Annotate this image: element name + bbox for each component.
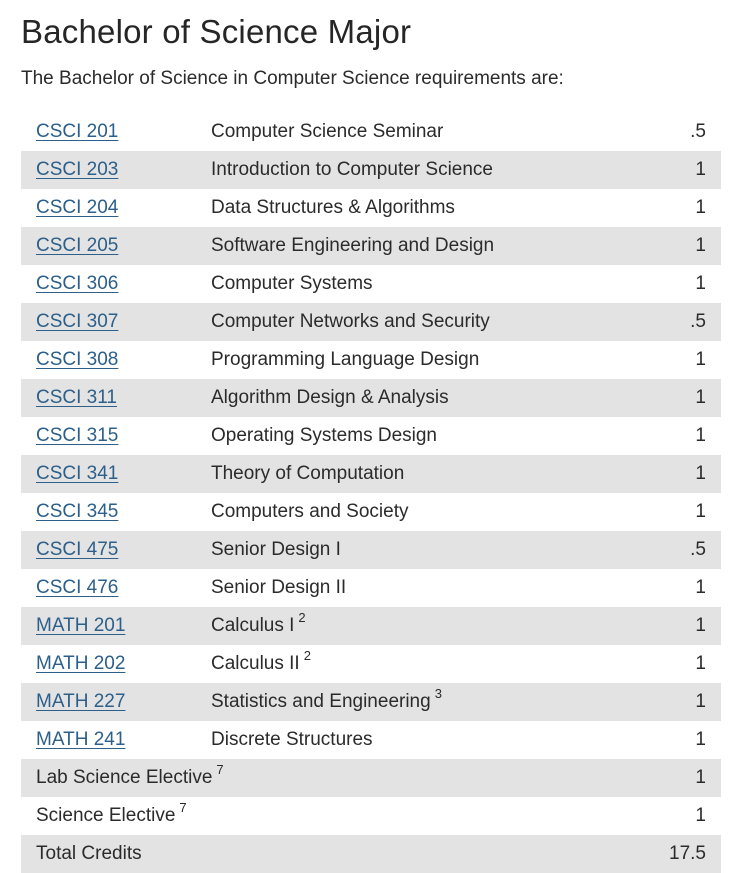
- course-credits: 1: [695, 235, 706, 256]
- course-credits: 1: [695, 273, 706, 294]
- elective-row: [21, 759, 721, 797]
- course-title: Programming Language Design: [211, 349, 480, 370]
- course-link-csci-475[interactable]: CSCI 475: [36, 539, 119, 560]
- course-link-math-241[interactable]: MATH 241: [36, 729, 126, 750]
- course-title: Software Engineering and Design: [211, 235, 495, 256]
- course-credits: 1: [695, 197, 706, 218]
- course-link-csci-308[interactable]: CSCI 308: [36, 349, 119, 370]
- course-link-csci-307[interactable]: CSCI 307: [36, 311, 119, 332]
- table-row: [21, 151, 721, 189]
- course-link-csci-345[interactable]: CSCI 345: [36, 501, 119, 522]
- elective-label: Science Elective: [36, 805, 176, 826]
- course-credits: .5: [690, 121, 706, 142]
- course-link-csci-306[interactable]: CSCI 306: [36, 273, 119, 294]
- table-row: [21, 531, 721, 569]
- course-credits: 1: [695, 159, 706, 180]
- course-link-csci-203[interactable]: CSCI 203: [36, 159, 119, 180]
- table-row: [21, 569, 721, 607]
- course-credits: 1: [695, 425, 706, 446]
- footnote-marker: 7: [216, 762, 224, 777]
- table-row: [21, 227, 721, 265]
- course-title: Computer Systems: [211, 273, 373, 294]
- course-title: Discrete Structures: [211, 729, 373, 750]
- course-link-csci-201[interactable]: CSCI 201: [36, 121, 119, 142]
- course-title: Senior Design I: [211, 539, 341, 560]
- course-link-csci-341[interactable]: CSCI 341: [36, 463, 119, 484]
- table-row: [21, 645, 721, 683]
- course-credits: 1: [695, 653, 706, 674]
- course-credits: .5: [690, 311, 706, 332]
- total-label: Total Credits: [36, 843, 142, 864]
- course-credits: 1: [695, 463, 706, 484]
- course-link-csci-204[interactable]: CSCI 204: [36, 197, 119, 218]
- total-credits: 17.5: [669, 843, 706, 864]
- course-title: Computer Networks and Security: [211, 311, 490, 332]
- footnote-marker: 2: [298, 610, 306, 625]
- table-row: [21, 683, 721, 721]
- table-row: [21, 493, 721, 531]
- course-link-math-201[interactable]: MATH 201: [36, 615, 126, 636]
- page-title: Bachelor of Science Major: [21, 13, 412, 50]
- elective-credits: 1: [695, 767, 706, 788]
- course-link-csci-311[interactable]: CSCI 311: [36, 387, 117, 408]
- footnote-marker: 3: [434, 686, 442, 701]
- course-credits: 1: [695, 501, 706, 522]
- elective-row: [21, 797, 721, 835]
- course-credits: 1: [695, 729, 706, 750]
- table-row: [21, 341, 721, 379]
- table-row: [21, 379, 721, 417]
- intro-text: The Bachelor of Science in Computer Science requirements are:: [21, 68, 564, 89]
- course-credits: 1: [695, 577, 706, 598]
- requirements-table: [21, 113, 721, 873]
- course-title: Calculus I: [211, 615, 295, 636]
- course-title: Computer Science Seminar: [211, 121, 444, 142]
- course-title: Theory of Computation: [211, 463, 405, 484]
- course-credits: 1: [695, 691, 706, 712]
- table-row: [21, 721, 721, 759]
- course-title: Algorithm Design & Analysis: [211, 387, 449, 408]
- course-link-csci-476[interactable]: CSCI 476: [36, 577, 119, 598]
- course-title: Calculus II: [211, 653, 300, 674]
- course-title: Computers and Society: [211, 501, 409, 522]
- course-credits: 1: [695, 349, 706, 370]
- elective-credits: 1: [695, 805, 706, 826]
- table-row: [21, 455, 721, 493]
- table-row: [21, 417, 721, 455]
- table-row: [21, 189, 721, 227]
- table-row: [21, 265, 721, 303]
- table-row: [21, 607, 721, 645]
- course-link-csci-205[interactable]: CSCI 205: [36, 235, 119, 256]
- footnote-marker: 2: [303, 648, 311, 663]
- course-credits: 1: [695, 387, 706, 408]
- course-title: Senior Design II: [211, 577, 347, 598]
- course-title: Statistics and Engineering: [211, 691, 431, 712]
- requirements-table-body: [21, 113, 721, 873]
- course-credits: 1: [695, 615, 706, 636]
- course-link-math-202[interactable]: MATH 202: [36, 653, 126, 674]
- course-title: Operating Systems Design: [211, 425, 437, 446]
- course-title: Data Structures & Algorithms: [211, 197, 455, 218]
- course-link-csci-315[interactable]: CSCI 315: [36, 425, 119, 446]
- total-row: [21, 835, 721, 873]
- footnote-marker: 7: [179, 800, 187, 815]
- course-credits: .5: [690, 539, 706, 560]
- table-row: [21, 303, 721, 341]
- course-link-math-227[interactable]: MATH 227: [36, 691, 126, 712]
- elective-label: Lab Science Elective: [36, 767, 213, 788]
- table-row: [21, 113, 721, 151]
- course-title: Introduction to Computer Science: [211, 159, 493, 180]
